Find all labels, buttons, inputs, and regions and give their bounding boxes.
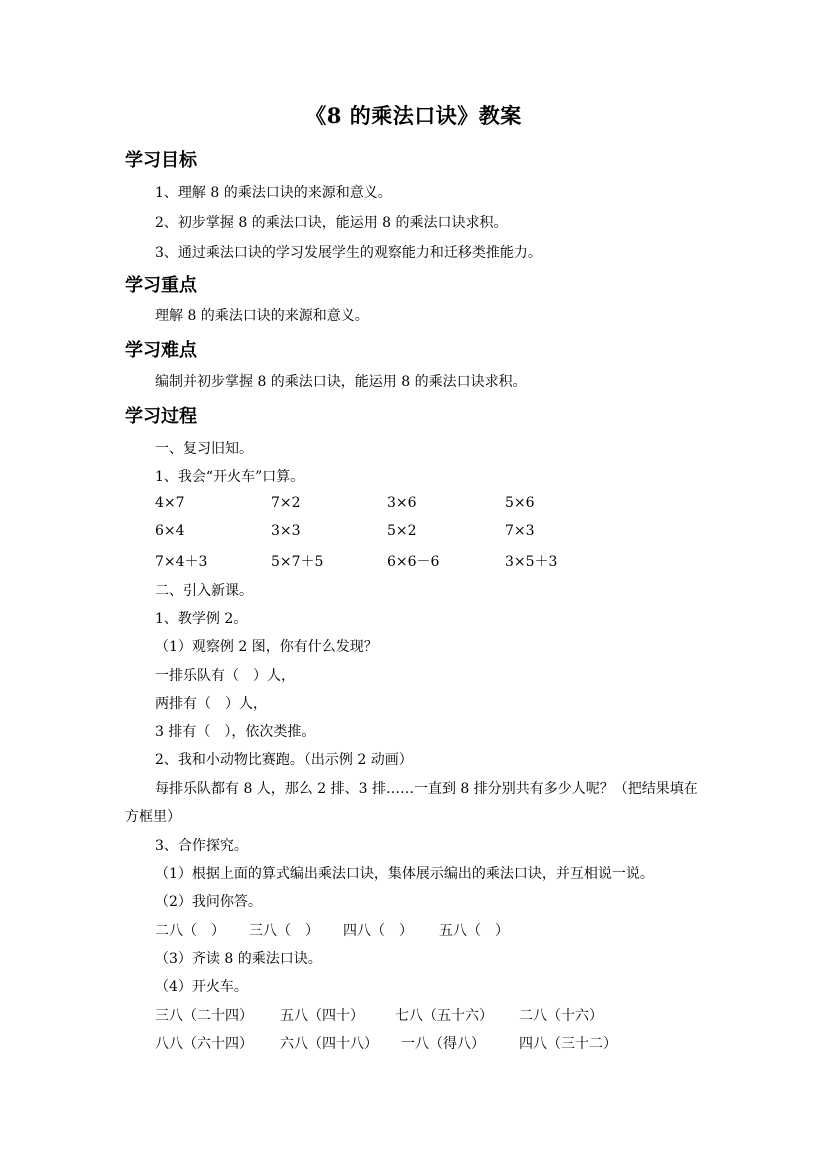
goal-item-1: 1、理解 8 的乘法口诀的来源和意义。	[155, 185, 392, 201]
race-activity: 2、我和小动物比赛跑。（出示例 2 动画）	[155, 752, 413, 768]
train-item: 七八（五十六）	[395, 1008, 493, 1024]
calc-cell: 3×6	[387, 495, 417, 511]
key-text: 理解 8 的乘法口诀的来源和意义。	[155, 308, 369, 324]
coop-step-4: （4）开火车。	[155, 979, 248, 995]
new-lesson-title: 二、引入新课。	[155, 583, 253, 599]
fill-row-2: 两排有（ ）人，	[155, 696, 267, 712]
review-title: 一、复习旧知。	[155, 441, 253, 457]
calc-cell: 5×7＋5	[271, 554, 324, 570]
calc-cell: 6×6－6	[387, 554, 440, 570]
fill-row-1: 一排乐队有（ ）人，	[155, 668, 295, 684]
calc-cell: 5×6	[505, 495, 535, 511]
train-item: 五八（四十）	[280, 1008, 364, 1024]
teach-example: 1、教学例 2。	[155, 611, 248, 627]
train-item: 六八（四十八）	[280, 1036, 378, 1052]
question-line-1: 每排乐队都有 8 人，那么 2 排、3 排……一直到 8 排分别共有多少人呢？（把结果填在	[155, 781, 698, 797]
calc-cell: 3×5＋3	[505, 554, 558, 570]
train-item: 四八（三十二）	[519, 1036, 617, 1052]
page-title: 《8 的乘法口诀》教案	[305, 103, 522, 128]
fill-row-3: 3 排有（ ），依次类推。	[155, 724, 316, 740]
coop-step-3: （3）齐读 8 的乘法口诀。	[155, 951, 322, 967]
goal-item-3: 3、通过乘法口诀的学习发展学生的观察能力和迁移类推能力。	[155, 245, 542, 261]
qa-item: 二八（ ）	[155, 923, 225, 939]
calc-cell: 3×3	[271, 523, 301, 539]
difficulty-text: 编制并初步掌握 8 的乘法口诀，能运用 8 的乘法口诀求积。	[155, 374, 527, 390]
calc-cell: 5×2	[387, 523, 417, 539]
calc-cell: 6×4	[155, 523, 185, 539]
calc-cell: 7×3	[505, 523, 535, 539]
train-item: 三八（二十四）	[155, 1008, 253, 1024]
qa-item: 三八（ ）	[249, 923, 319, 939]
heading-goals: 学习目标	[125, 150, 197, 171]
heading-key: 学习重点	[125, 275, 197, 296]
review-item: 1、我会“开火车”口算。	[155, 469, 305, 485]
coop-step-1: （1）根据上面的算式编出乘法口诀，集体展示编出的乘法口诀，并互相说一说。	[155, 866, 654, 882]
qa-item: 五八（ ）	[439, 923, 509, 939]
qa-item: 四八（ ）	[343, 923, 413, 939]
train-item: 八八（六十四）	[155, 1036, 253, 1052]
heading-process: 学习过程	[125, 406, 197, 427]
coop-step-2: （2）我问你答。	[155, 894, 262, 910]
heading-difficulty: 学习难点	[125, 340, 197, 361]
train-item: 一八（得八）	[401, 1036, 485, 1052]
observe-question: （1）观察例 2 图，你有什么发现？	[155, 639, 378, 655]
calc-cell: 7×2	[271, 495, 301, 511]
question-line-2: 方框里）	[125, 809, 181, 825]
calc-cell: 7×4＋3	[155, 554, 208, 570]
train-item: 二八（十六）	[519, 1008, 603, 1024]
goal-item-2: 2、初步掌握 8 的乘法口诀，能运用 8 的乘法口诀求积。	[155, 215, 508, 231]
calc-cell: 4×7	[155, 495, 185, 511]
coop-title: 3、合作探究。	[155, 838, 248, 854]
